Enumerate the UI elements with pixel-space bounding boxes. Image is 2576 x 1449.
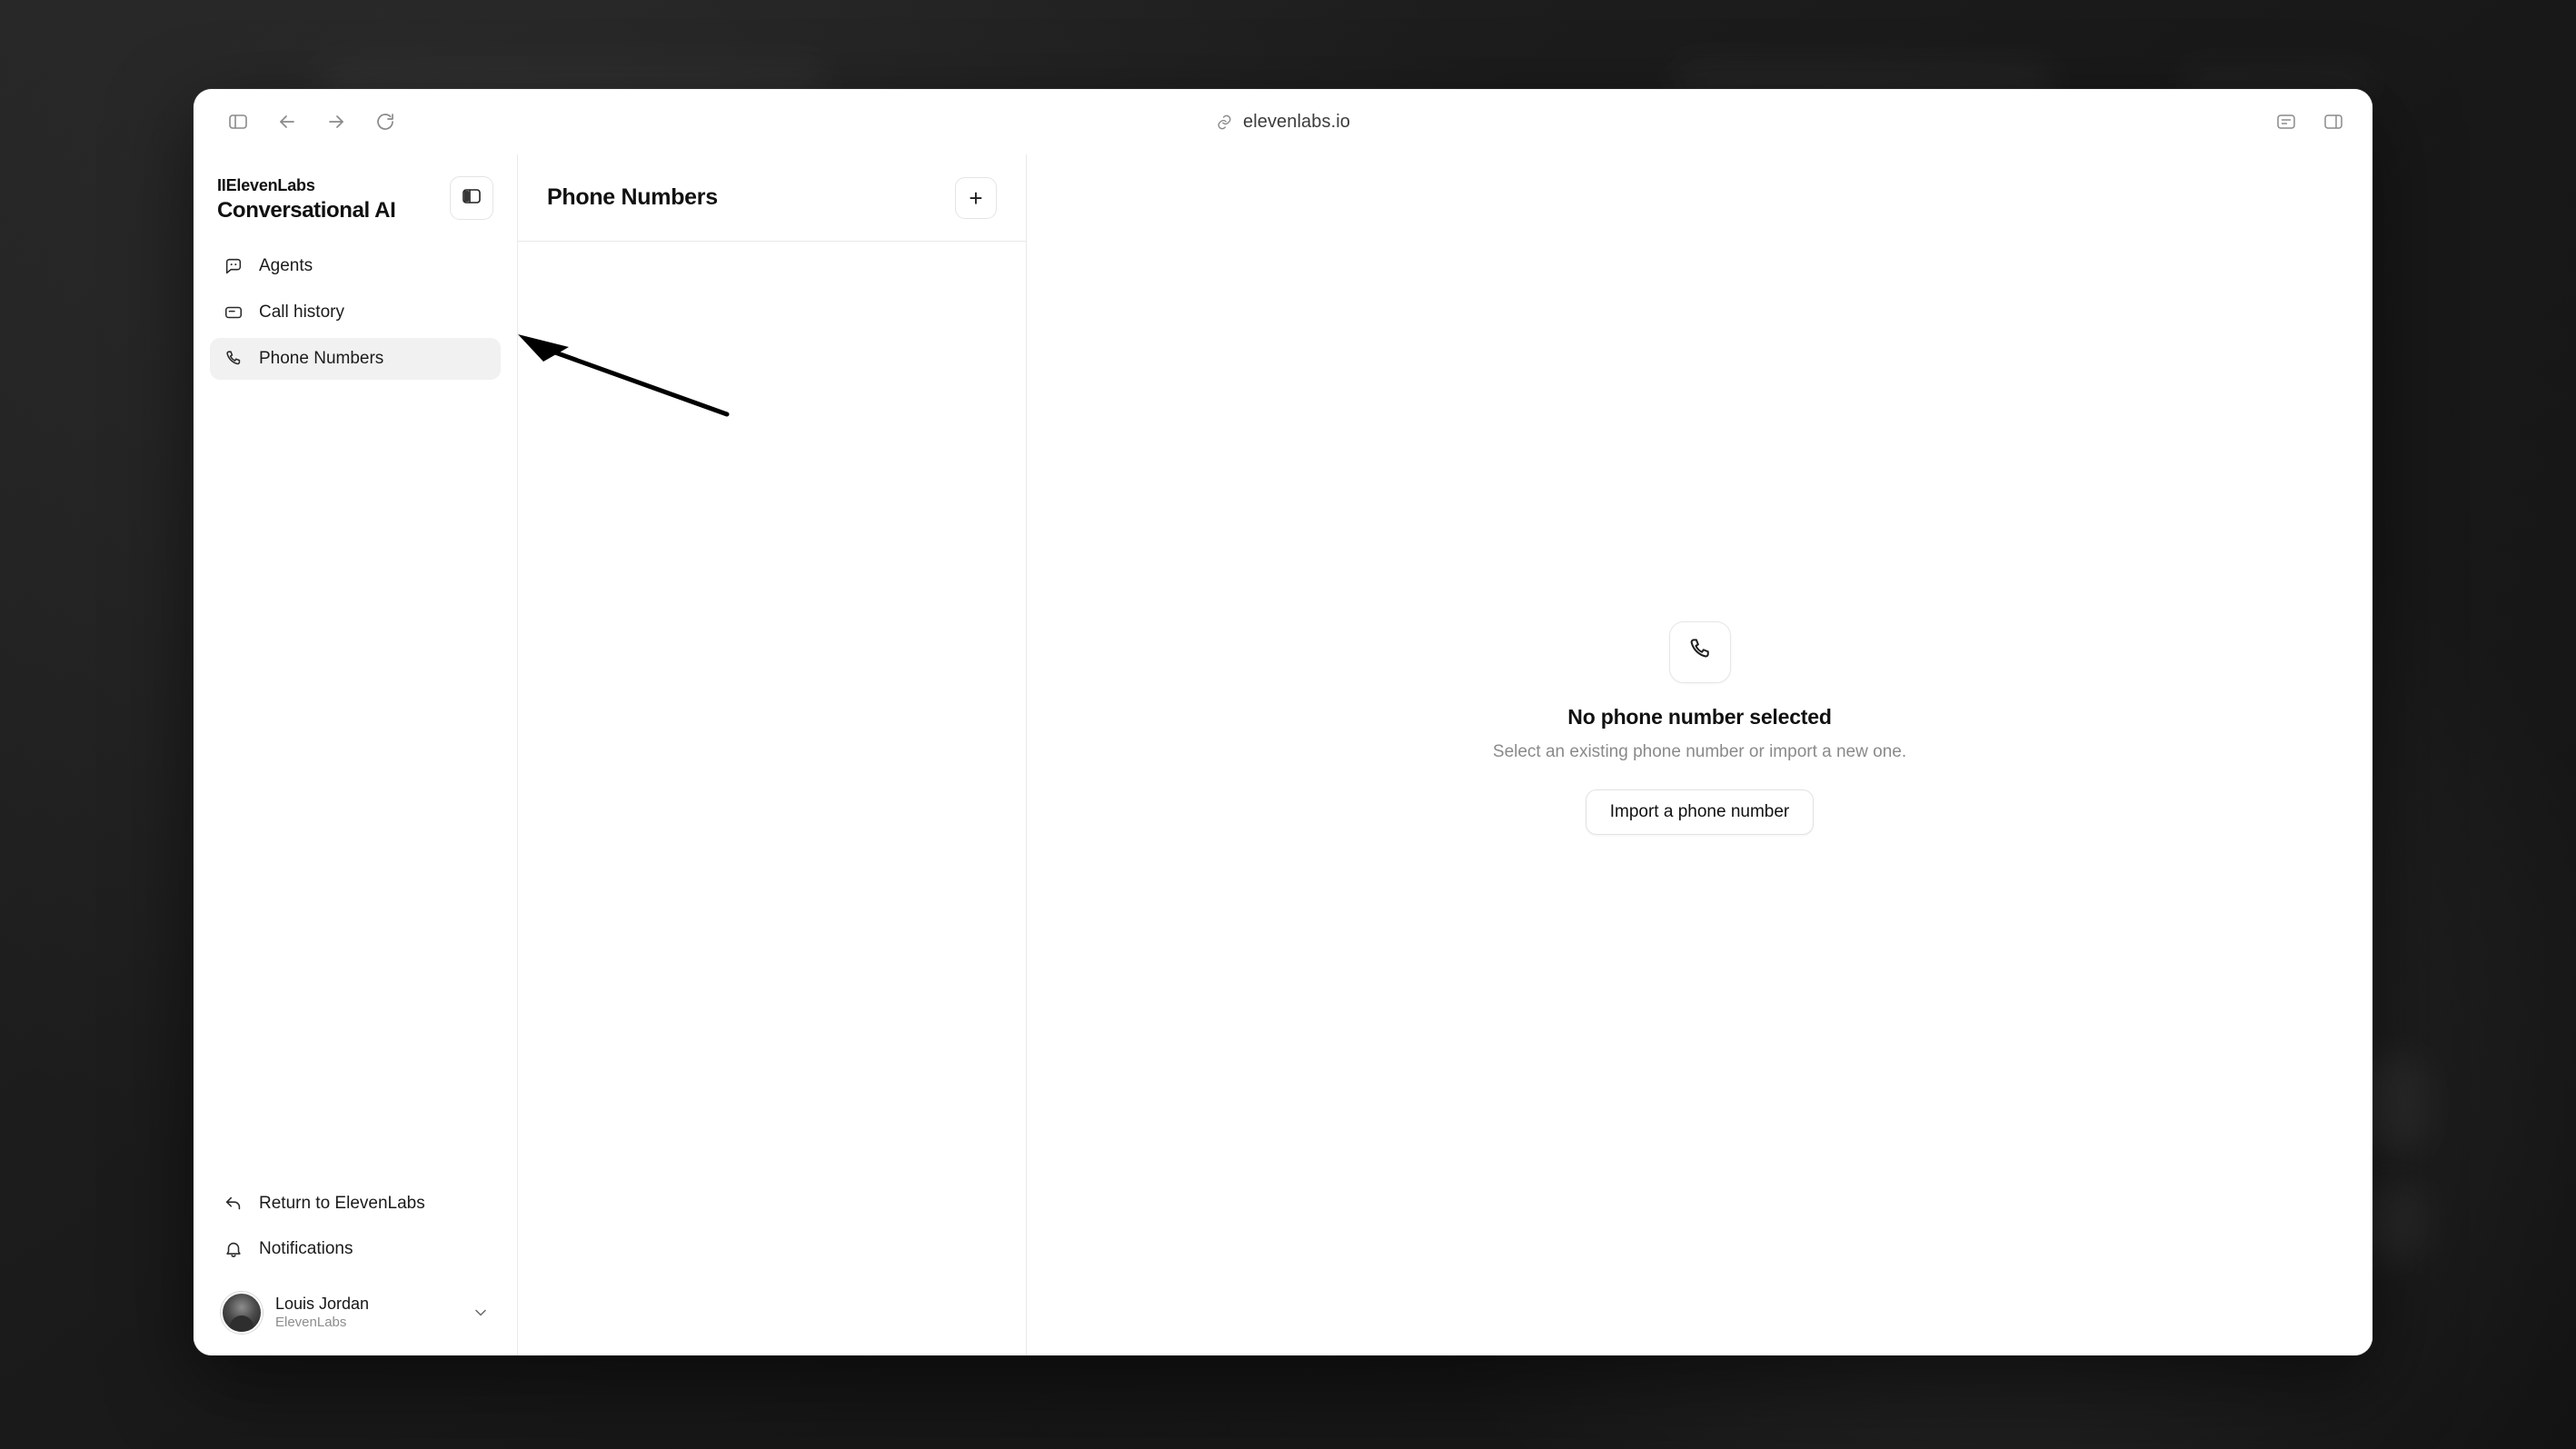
sidebar-item-label: Agents	[259, 256, 313, 275]
empty-state-icon-box	[1669, 621, 1731, 683]
add-phone-number-button[interactable]: +	[955, 177, 997, 219]
detail-pane	[1027, 154, 2372, 1355]
avatar	[221, 1292, 263, 1334]
sidebar-spacer	[194, 380, 517, 1183]
call-history-icon	[223, 302, 244, 323]
sidebar-header	[194, 154, 517, 240]
link-icon	[1216, 113, 1234, 131]
user-name: Louis Jordan	[275, 1295, 370, 1314]
sidebar-item-agents[interactable]	[210, 245, 501, 287]
empty-state-subtitle: Select an existing phone number or import a new one.	[1492, 741, 1907, 761]
sidebar-collapse-button[interactable]	[450, 176, 493, 220]
sidebar-item-label: Call history	[259, 303, 344, 322]
toolbar-left-controls	[226, 110, 397, 134]
sidebar-item-call-history[interactable]	[210, 292, 501, 333]
sidebar-item-notifications[interactable]	[210, 1228, 501, 1270]
phone-icon	[1686, 636, 1714, 668]
tab-overview-icon[interactable]	[2322, 110, 2345, 134]
reader-view-icon[interactable]	[2274, 110, 2298, 134]
sidebar-item-return-to-elevenlabs[interactable]	[210, 1183, 501, 1225]
import-phone-number-button[interactable]: Import a phone number	[1586, 789, 1815, 835]
reload-icon[interactable]	[373, 110, 397, 134]
user-account-row[interactable]	[210, 1283, 501, 1337]
address-url-text: elevenlabs.io	[1242, 111, 1351, 132]
back-arrow-icon[interactable]	[275, 110, 299, 134]
empty-state-title: No phone number selected	[1567, 704, 1832, 729]
agents-icon	[223, 255, 244, 277]
sidebar-item-phone-numbers[interactable]	[210, 338, 501, 380]
page-title: Phone Numbers	[547, 184, 718, 210]
user-text-block	[275, 1294, 459, 1331]
browser-window	[194, 89, 2372, 1355]
bell-icon	[223, 1238, 244, 1260]
browser-toolbar	[194, 89, 2372, 154]
brand-block	[217, 176, 395, 223]
sidebar-nav	[194, 240, 517, 380]
sidebar-item-label: Phone Numbers	[259, 349, 384, 368]
brand-product-title: Conversational AI	[217, 198, 396, 223]
empty-state	[1493, 621, 1906, 835]
chevron-down-icon[interactable]	[472, 1304, 490, 1322]
window-body	[194, 154, 2372, 1355]
list-header	[518, 154, 1026, 242]
return-arrow-icon	[223, 1193, 244, 1215]
sidebar-item-label: Notifications	[259, 1239, 353, 1258]
toolbar-right-controls	[2274, 89, 2345, 154]
address-bar[interactable]	[194, 89, 2372, 154]
sidebar-item-label: Return to ElevenLabs	[259, 1194, 425, 1213]
brand-wordmark: IIElevenLabs	[217, 176, 315, 194]
phone-numbers-list-empty	[518, 242, 1026, 1355]
panel-collapse-icon	[461, 185, 482, 212]
app-sidebar	[194, 154, 518, 1355]
phone-icon	[223, 348, 244, 370]
panel-left-icon[interactable]	[226, 110, 250, 134]
user-organization: ElevenLabs	[275, 1314, 347, 1330]
phone-numbers-list-panel	[518, 154, 1027, 1355]
forward-arrow-icon[interactable]	[324, 110, 348, 134]
sidebar-footer	[194, 1183, 517, 1355]
